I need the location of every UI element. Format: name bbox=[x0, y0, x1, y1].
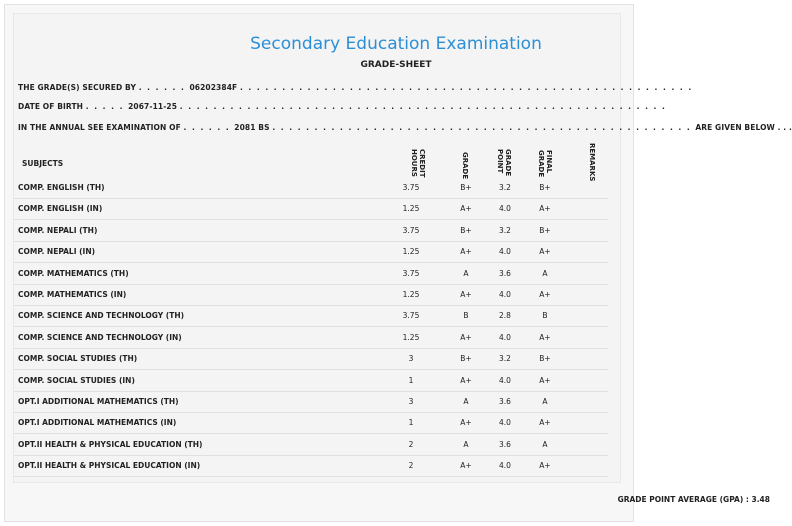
cell-credit: 2 bbox=[408, 461, 414, 471]
cell-final: A bbox=[542, 397, 548, 406]
cell-credit: 3.75 bbox=[402, 311, 420, 321]
cell-credit: 1.25 bbox=[402, 247, 420, 257]
info-exam-line: IN THE ANNUAL SEE EXAMINATION OF . . . . . . 2081 BS . . . . . . . . . . . . . . . . . . . . . . . . . . . . . . . . . . . . . . . . . . . . . . . . . . ARE GIVEN BELOW . . . bbox=[18, 123, 792, 132]
cell-final: A bbox=[542, 268, 548, 278]
cell-subject: COMP. SCIENCE AND TECHNOLOGY (IN) bbox=[18, 332, 182, 342]
header-grade-point: GRADE POINT bbox=[496, 149, 512, 177]
table-row bbox=[14, 178, 608, 199]
gpa-label: GRADE POINT AVERAGE (GPA) : bbox=[617, 495, 749, 504]
cell-credit: 1 bbox=[408, 418, 414, 428]
gpa-line bbox=[618, 495, 770, 504]
table-row bbox=[14, 306, 608, 327]
cell-grade: A bbox=[463, 439, 469, 449]
header-grade: GRADE bbox=[461, 152, 469, 180]
cell-grade: A+ bbox=[460, 247, 472, 257]
table-row bbox=[14, 221, 608, 242]
header-credit-hours: CREDIT HOURS bbox=[410, 149, 426, 178]
cell-credit: 3 bbox=[408, 354, 414, 364]
table-row bbox=[14, 349, 608, 370]
cell-point: 3.6 bbox=[499, 439, 511, 449]
cell-subject: OPT.I ADDITIONAL MATHEMATICS (IN) bbox=[18, 418, 177, 428]
table-row bbox=[14, 371, 608, 392]
cell-final: A bbox=[542, 439, 548, 449]
dob-label: DATE OF BIRTH bbox=[18, 102, 84, 111]
header-remarks: REMARKS bbox=[588, 143, 596, 182]
cell-subject: COMP. NEPALI (IN) bbox=[18, 247, 96, 257]
cell-grade: A+ bbox=[460, 332, 472, 342]
cell-grade: B bbox=[463, 311, 469, 321]
cell-subject: COMP. ENGLISH (TH) bbox=[18, 183, 105, 192]
cell-subject: OPT.I ADDITIONAL MATHEMATICS (TH) bbox=[18, 397, 179, 406]
cell-subject: COMP. SOCIAL STUDIES (TH) bbox=[18, 354, 138, 364]
cell-point: 2.8 bbox=[499, 311, 511, 321]
table-row bbox=[14, 285, 608, 306]
cell-credit: 2 bbox=[408, 439, 414, 449]
cell-final: A+ bbox=[539, 461, 551, 471]
cell-grade: B+ bbox=[460, 225, 472, 235]
cell-grade: B+ bbox=[460, 183, 472, 192]
exam-label: IN THE ANNUAL SEE EXAMINATION OF bbox=[18, 123, 181, 132]
secured-value: 06202384F bbox=[189, 83, 238, 92]
cell-subject: OPT.II HEALTH & PHYSICAL EDUCATION (TH) bbox=[18, 439, 203, 449]
gpa-value: 3.48 bbox=[751, 495, 770, 504]
cell-final: A+ bbox=[539, 204, 551, 214]
cell-subject: COMP. MATHEMATICS (IN) bbox=[18, 290, 127, 299]
table-row bbox=[14, 392, 608, 413]
cell-point: 3.6 bbox=[499, 268, 511, 278]
cell-credit: 1.25 bbox=[402, 290, 420, 299]
cell-credit: 3 bbox=[408, 397, 414, 406]
cell-credit: 3.75 bbox=[402, 268, 420, 278]
cell-final: B bbox=[542, 311, 548, 321]
cell-point: 3.6 bbox=[499, 397, 511, 406]
table-row bbox=[14, 435, 608, 456]
cell-point: 4.0 bbox=[499, 375, 511, 385]
cell-subject: COMP. MATHEMATICS (TH) bbox=[18, 268, 129, 278]
table-row bbox=[14, 199, 608, 220]
header-final-grade: FINAL GRADE bbox=[537, 150, 553, 178]
cell-credit: 3.75 bbox=[402, 183, 420, 192]
cell-final: B+ bbox=[539, 225, 551, 235]
cell-point: 4.0 bbox=[499, 247, 511, 257]
cell-grade: A+ bbox=[460, 461, 472, 471]
table-row bbox=[14, 413, 608, 434]
page-subtitle: GRADE-SHEET bbox=[360, 60, 432, 70]
cell-final: B+ bbox=[539, 354, 551, 364]
cell-grade: A+ bbox=[460, 418, 472, 428]
table-row bbox=[14, 456, 608, 477]
table-row bbox=[14, 242, 608, 263]
cell-credit: 3.75 bbox=[402, 225, 420, 235]
cell-final: A+ bbox=[539, 375, 551, 385]
header-subjects: SUBJECTS bbox=[22, 159, 64, 168]
info-secured-line: THE GRADE(S) SECURED BY . . . . . . 06202384F . . . . . . . . . . . . . . . . . . . . . . . . . . . . . . . . . . . . . . . . . . . . . . . . . . . . . . bbox=[18, 83, 693, 92]
cell-point: 4.0 bbox=[499, 418, 511, 428]
cell-credit: 1.25 bbox=[402, 332, 420, 342]
cell-final: A+ bbox=[539, 418, 551, 428]
exam-suffix: ARE GIVEN BELOW . . . bbox=[695, 123, 792, 132]
exam-value: 2081 BS bbox=[234, 123, 270, 132]
cell-point: 4.0 bbox=[499, 290, 511, 299]
cell-grade: B+ bbox=[460, 354, 472, 364]
cell-grade: A bbox=[463, 397, 469, 406]
cell-final: B+ bbox=[539, 183, 551, 192]
dob-value: 2067-11-25 bbox=[128, 102, 178, 111]
cell-point: 3.2 bbox=[499, 225, 511, 235]
cell-point: 3.2 bbox=[499, 183, 511, 192]
cell-subject: OPT.II HEALTH & PHYSICAL EDUCATION (IN) bbox=[18, 461, 201, 471]
cell-subject: COMP. ENGLISH (IN) bbox=[18, 204, 103, 214]
cell-grade: A+ bbox=[460, 290, 472, 299]
cell-credit: 1.25 bbox=[402, 204, 420, 214]
cell-final: A+ bbox=[539, 332, 551, 342]
cell-final: A+ bbox=[539, 290, 551, 299]
cell-credit: 1 bbox=[408, 375, 414, 385]
cell-final: A+ bbox=[539, 247, 551, 257]
cell-point: 4.0 bbox=[499, 204, 511, 214]
table-row bbox=[14, 264, 608, 285]
cell-grade: A+ bbox=[460, 375, 472, 385]
secured-label: THE GRADE(S) SECURED BY bbox=[18, 83, 136, 92]
page-title: Secondary Education Examination bbox=[250, 34, 542, 54]
cell-subject: COMP. SOCIAL STUDIES (IN) bbox=[18, 375, 135, 385]
cell-grade: A+ bbox=[460, 204, 472, 214]
table-row bbox=[14, 328, 608, 349]
cell-point: 4.0 bbox=[499, 461, 511, 471]
cell-point: 3.2 bbox=[499, 354, 511, 364]
info-dob-line: DATE OF BIRTH . . . . . 2067-11-25 . . . . . . . . . . . . . . . . . . . . . . . . . . . . . . . . . . . . . . . . . . . . . . . . . . . . . . . . . . bbox=[18, 102, 667, 111]
cell-grade: A bbox=[463, 268, 469, 278]
cell-subject: COMP. SCIENCE AND TECHNOLOGY (TH) bbox=[18, 311, 185, 321]
cell-point: 4.0 bbox=[499, 332, 511, 342]
cell-subject: COMP. NEPALI (TH) bbox=[18, 225, 98, 235]
